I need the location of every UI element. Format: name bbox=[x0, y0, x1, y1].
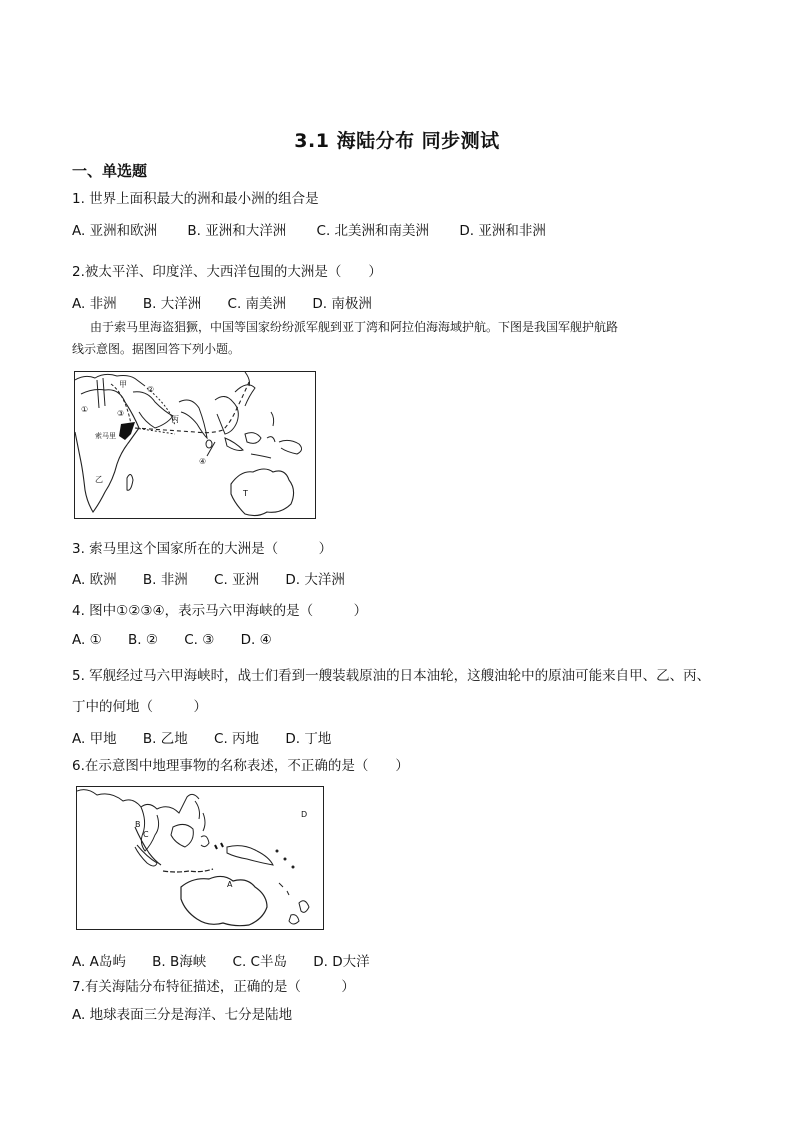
escort-route-map bbox=[74, 371, 316, 519]
q6-option-b: B. B海峡 bbox=[152, 954, 207, 970]
q2-option-b: B. 大洋洲 bbox=[142, 296, 202, 312]
q5-option-b: B. 乙地 bbox=[142, 731, 188, 747]
question-2-stem: 2.被太平洋、印度洋、大西洋包围的大洲是（ ） bbox=[72, 264, 382, 280]
section-heading: 一、单选题 bbox=[72, 162, 148, 180]
q1-option-d: D. 亚洲和非洲 bbox=[459, 223, 546, 239]
question-5-options bbox=[72, 727, 353, 747]
q5-option-c: C. 丙地 bbox=[214, 731, 260, 747]
question-2-options bbox=[72, 292, 394, 312]
passage-line-2: 线示意图。据图回答下列小题。 bbox=[72, 342, 241, 356]
q4-option-d: D. ④ bbox=[240, 632, 272, 648]
q7-option-a: A. 地球表面三分是海洋、七分是陆地 bbox=[72, 1007, 293, 1023]
q2-option-c: C. 南美洲 bbox=[227, 296, 287, 312]
q6-option-d: D. D大洋 bbox=[313, 954, 370, 970]
southeast-asia-oceania-map bbox=[76, 786, 324, 930]
q4-option-b: B. ② bbox=[127, 632, 158, 648]
passage-line-1: 由于索马里海盗猖獗，中国等国家纷纷派军舰到亚丁湾和阿拉伯海海域护航。下图是我国军舰护航路 bbox=[90, 320, 619, 334]
map1-label-bing: 丙 bbox=[171, 415, 179, 424]
q4-option-a: A. ① bbox=[72, 632, 102, 648]
q5-option-a: A. 甲地 bbox=[72, 731, 117, 747]
q3-option-b: B. 非洲 bbox=[142, 572, 188, 588]
q2-option-a: A. 非洲 bbox=[72, 296, 117, 312]
question-7-stem: 7.有关海陆分布特征描述，正确的是（ ） bbox=[72, 979, 355, 995]
q1-option-b: B. 亚洲和大洋洲 bbox=[187, 223, 287, 239]
map2-label-b: B bbox=[135, 820, 141, 829]
q2-option-d: D. 南极洲 bbox=[312, 296, 372, 312]
question-1-stem: 1. 世界上面积最大的洲和最小洲的组合是 bbox=[72, 191, 319, 207]
question-5-stem-line-2: 丁中的何地（ ） bbox=[72, 699, 207, 715]
map1-label-somalia: 索马里 bbox=[95, 432, 116, 440]
q4-option-c: C. ③ bbox=[184, 632, 215, 648]
q1-option-c: C. 北美洲和南美洲 bbox=[316, 223, 430, 239]
map2-label-c: C bbox=[143, 830, 149, 839]
q6-option-a: A. A岛屿 bbox=[72, 954, 126, 970]
q3-option-d: D. 大洋洲 bbox=[285, 572, 345, 588]
question-1-options bbox=[72, 219, 572, 239]
q1-option-a: A. 亚洲和欧洲 bbox=[72, 223, 158, 239]
question-6-options bbox=[72, 950, 392, 970]
question-6-stem: 6.在示意图中地理事物的名称表述，不正确的是（ ） bbox=[72, 758, 409, 774]
q3-option-c: C. 亚洲 bbox=[214, 572, 260, 588]
map2-label-a: A bbox=[227, 880, 233, 889]
map1-label-n2: ② bbox=[147, 385, 155, 394]
question-5-stem-line-1: 5. 军舰经过马六甲海峡时，战士们看到一艘装载原油的日本油轮，这艘油轮中的原油可能来自甲、乙、丙、 bbox=[72, 668, 711, 684]
map2-label-d: D bbox=[301, 810, 308, 819]
question-3-stem: 3. 索马里这个国家所在的大洲是（ ） bbox=[72, 541, 333, 557]
map1-label-n4: ④ bbox=[199, 457, 207, 466]
question-4-options bbox=[72, 632, 294, 648]
q3-option-a: A. 欧洲 bbox=[72, 572, 117, 588]
q6-option-c: C. C半岛 bbox=[232, 954, 287, 970]
question-3-options bbox=[72, 568, 367, 588]
map1-label-jia: 甲 bbox=[119, 380, 127, 389]
q5-option-d: D. 丁地 bbox=[285, 731, 332, 747]
question-4-stem: 4. 图中①②③④，表示马六甲海峡的是（ ） bbox=[72, 603, 368, 619]
map1-label-yi: 乙 bbox=[95, 475, 103, 484]
map1-label-ding: T bbox=[243, 489, 248, 498]
page-title: 3.1 海陆分布 同步测试 bbox=[294, 130, 500, 152]
map1-label-n3: ③ bbox=[117, 409, 125, 418]
map1-label-n1: ① bbox=[81, 405, 89, 414]
